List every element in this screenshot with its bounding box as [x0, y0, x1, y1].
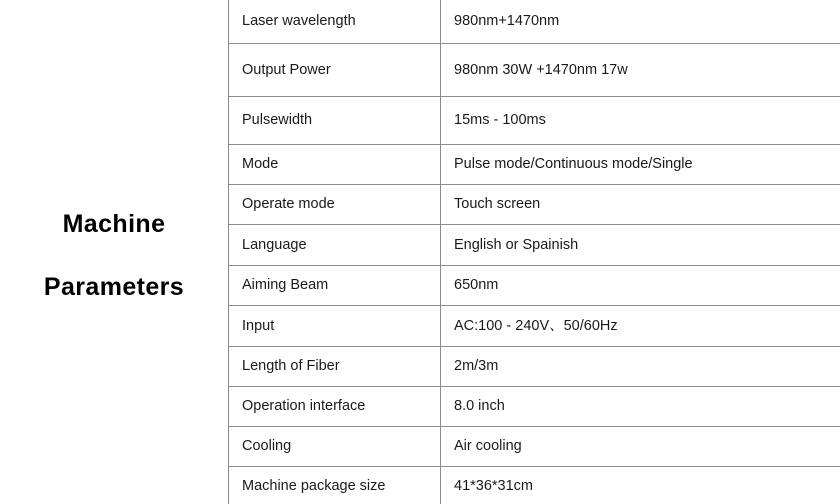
specifications-table-container: [228, 0, 840, 504]
table-row: [229, 427, 840, 467]
table-row: [229, 266, 840, 306]
spec-label: Output Power: [229, 44, 441, 97]
spec-value: Pulse mode/Continuous mode/Single: [441, 145, 840, 185]
page-title-line-2: Parameters: [43, 273, 185, 301]
table-row: [229, 306, 840, 347]
spec-value: 980nm+1470nm: [441, 0, 840, 44]
table-row: [229, 225, 840, 266]
table-row: [229, 44, 840, 97]
spec-label: Pulsewidth: [229, 97, 441, 145]
spec-value: English or Spainish: [441, 225, 840, 266]
spec-label: Laser wavelength: [229, 0, 441, 44]
spec-label: Machine package size: [229, 467, 441, 504]
table-row: [229, 387, 840, 427]
spec-value: 980nm 30W +1470nm 17w: [441, 44, 840, 97]
spec-value: 2m/3m: [441, 347, 840, 387]
spec-value: 650nm: [441, 266, 840, 306]
table-row: [229, 467, 840, 504]
spec-label: Cooling: [229, 427, 441, 467]
table-row: [229, 0, 840, 44]
spec-label: Operation interface: [229, 387, 441, 427]
page-title-line-1: Machine: [62, 210, 166, 238]
spec-label: Operate mode: [229, 185, 441, 225]
spec-value: Air cooling: [441, 427, 840, 467]
table-row: [229, 97, 840, 145]
spec-value: 15ms - 100ms: [441, 97, 840, 145]
specifications-table: [228, 0, 840, 504]
spec-label: Input: [229, 306, 441, 347]
spec-value: 41*36*31cm: [441, 467, 840, 504]
table-row: [229, 145, 840, 185]
spec-label: Aiming Beam: [229, 266, 441, 306]
spec-label: Language: [229, 225, 441, 266]
table-row: [229, 347, 840, 387]
page-title: [0, 0, 228, 504]
spec-label: Length of Fiber: [229, 347, 441, 387]
spec-value: 8.0 inch: [441, 387, 840, 427]
spec-value: Touch screen: [441, 185, 840, 225]
spec-value: AC:100 - 240V、50/60Hz: [441, 306, 840, 347]
spec-label: Mode: [229, 145, 441, 185]
table-row: [229, 185, 840, 225]
